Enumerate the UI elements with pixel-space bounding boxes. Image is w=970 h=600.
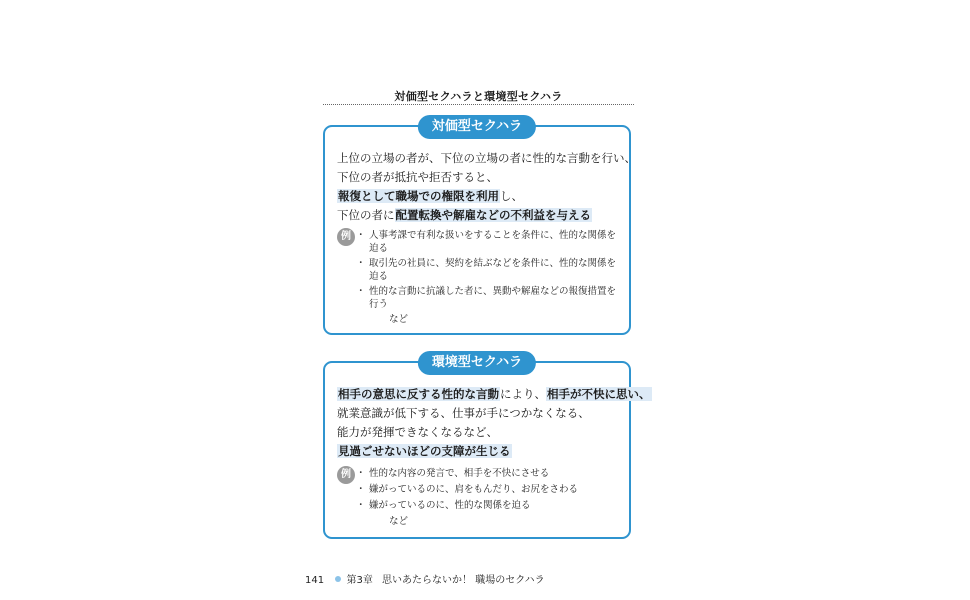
body-text: 能力が発揮できなくなるなど、 (337, 425, 498, 439)
list-item: ・ 嫌がっているのに、性的な関係を迫る (359, 499, 623, 512)
example-list (359, 467, 623, 512)
list-item: ・ 人事考課で有利な扱いをすることを条件に、性的な関係を迫る (359, 229, 623, 255)
body-text: 下位の者が抵抗や拒否すると、 (337, 170, 498, 184)
body-text: により、 (500, 387, 546, 401)
title-divider (323, 104, 634, 105)
chapter-label: 第3章 (346, 575, 373, 586)
description-line (337, 149, 636, 168)
quid-pro-quo-panel (323, 119, 636, 335)
description-line (337, 385, 651, 404)
highlighted-text: 配置転換や解雇などの不利益を与える (395, 208, 591, 222)
page-title: 対価型セクハラと環境型セクハラ (394, 90, 563, 103)
description-line (337, 168, 621, 187)
hostile-env-description (337, 385, 651, 461)
body-text: 就業意識が低下する、仕事が手につかなくなる、 (337, 406, 590, 420)
list-item: ・ 嫌がっているのに、肩をもんだり、お尻をさわる (359, 483, 623, 496)
description-line (337, 442, 621, 461)
body-text: 下位の者に (337, 208, 395, 222)
bullet-dot-icon (335, 576, 341, 582)
quid-pro-quo-heading: 対価型セクハラ (418, 115, 536, 139)
example-badge: 例 (337, 228, 355, 246)
highlighted-text: 相手が不快に思い、 (547, 387, 651, 401)
description-line (337, 423, 621, 442)
body-text: 上位の立場の者が、下位の立場の者に性的な言動を行い、 (337, 151, 636, 165)
quid-pro-quo-examples (337, 229, 623, 326)
description-line (337, 206, 621, 225)
highlighted-text: 見過ごせないほどの支障が生じる (338, 444, 511, 458)
hostile-env-examples (337, 467, 623, 528)
description-line (337, 404, 621, 423)
etc-label: など (389, 314, 409, 325)
body-text: し、 (500, 189, 523, 203)
highlighted-text: 相手の意思に反する性的な言動 (338, 387, 499, 401)
etc-label: など (389, 516, 409, 527)
highlighted-text: 報復として職場での権限を利用 (338, 189, 499, 203)
description-line (337, 187, 621, 206)
page-footer (305, 571, 545, 586)
hostile-env-panel (323, 355, 651, 539)
list-item: ・ 性的な内容の発言で、相手を不快にさせる (359, 467, 623, 480)
page-number: 141 (305, 575, 325, 586)
example-list (359, 229, 623, 311)
list-item: ・ 性的な言動に抗議した者に、異動や解雇などの報復措置を行う (359, 285, 623, 311)
list-item: ・ 取引先の社員に、契約を結ぶなどを条件に、性的な関係を迫る (359, 257, 623, 283)
chapter-title: 思いあたらないか！ 職場のセクハラ (382, 575, 545, 586)
example-badge: 例 (337, 466, 355, 484)
quid-pro-quo-description (337, 149, 636, 225)
hostile-env-heading: 環境型セクハラ (418, 351, 536, 375)
